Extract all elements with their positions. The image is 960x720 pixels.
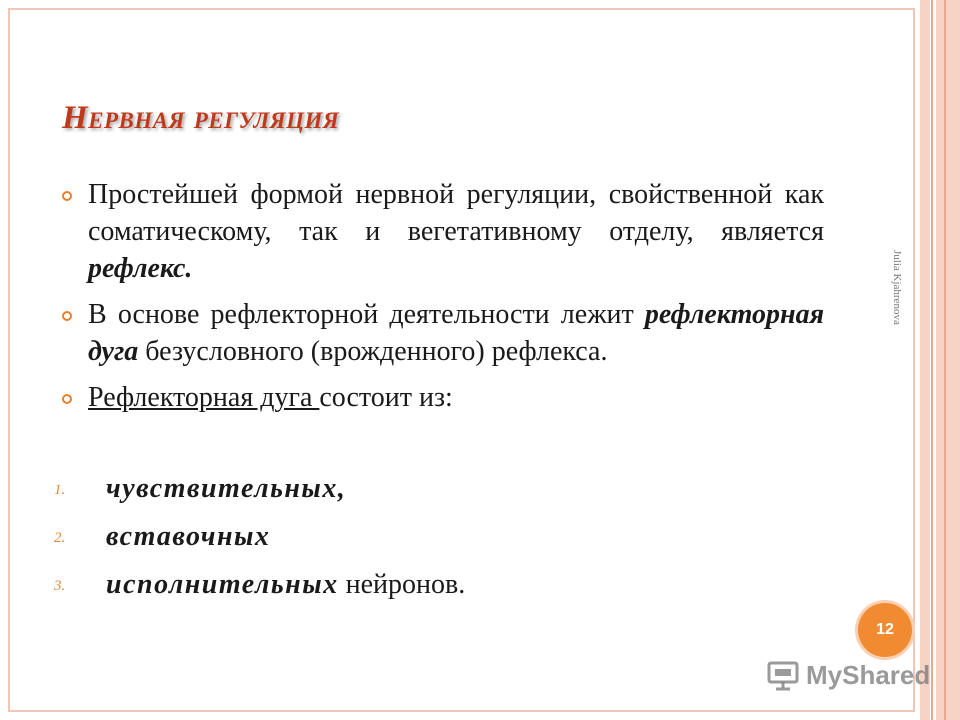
numbered-item-emphasis: чувствительных, bbox=[106, 473, 347, 504]
side-stripe-2 bbox=[944, 0, 946, 720]
bullet-3-text-after: состоит из: bbox=[319, 382, 453, 413]
numbered-item-emphasis: вставочных bbox=[106, 521, 271, 552]
bullet-2-text-after: безусловного (врожденного) рефлекса. bbox=[138, 336, 608, 367]
bullet-3-underlined: Рефлекторная дуга bbox=[88, 382, 320, 413]
numbered-item-text: нейронов. bbox=[338, 569, 466, 600]
bullet-1-emphasis: рефлекс. bbox=[88, 253, 193, 284]
bullet-2-text: В основе рефлекторной деятельности лежит bbox=[88, 299, 645, 330]
watermark bbox=[766, 655, 930, 695]
numbered-item-1 bbox=[54, 470, 774, 518]
bullet-1-text: Простейшей формой нервной регуляции, свойственной как соматическому, так и вегетативному отделу, является bbox=[88, 179, 824, 247]
page-number-badge bbox=[858, 603, 912, 657]
numbered-item-3 bbox=[54, 566, 774, 614]
side-author-text: Julia Kjahrenova bbox=[891, 250, 903, 325]
bullet-item-1 bbox=[62, 176, 824, 287]
numbered-item-number: 1. bbox=[54, 482, 66, 498]
slide-title: Нервная регуляция bbox=[62, 100, 340, 136]
side-band-left bbox=[920, 0, 930, 720]
bullet-item-3 bbox=[62, 379, 824, 416]
page-number: 12 bbox=[876, 621, 894, 638]
bullet-ring-icon bbox=[62, 191, 72, 201]
numbered-item-number: 2. bbox=[54, 530, 66, 546]
bullet-ring-icon bbox=[62, 394, 72, 404]
side-stripe-1 bbox=[931, 0, 933, 720]
numbered-item-number: 3. bbox=[54, 578, 66, 594]
side-band-right bbox=[936, 0, 960, 720]
bullet-2-emphasis: рефлекторная дуга bbox=[88, 299, 824, 367]
numbered-item-2 bbox=[54, 518, 774, 566]
bullet-ring-icon bbox=[62, 311, 72, 321]
watermark-text: MyShared bbox=[806, 659, 931, 690]
numbered-list bbox=[54, 470, 774, 614]
bullet-item-2 bbox=[62, 296, 824, 370]
bullet-list bbox=[62, 176, 824, 416]
presentation-icon bbox=[766, 659, 800, 691]
numbered-item-emphasis: исполнительных bbox=[106, 569, 339, 600]
side-author-note bbox=[890, 250, 904, 410]
